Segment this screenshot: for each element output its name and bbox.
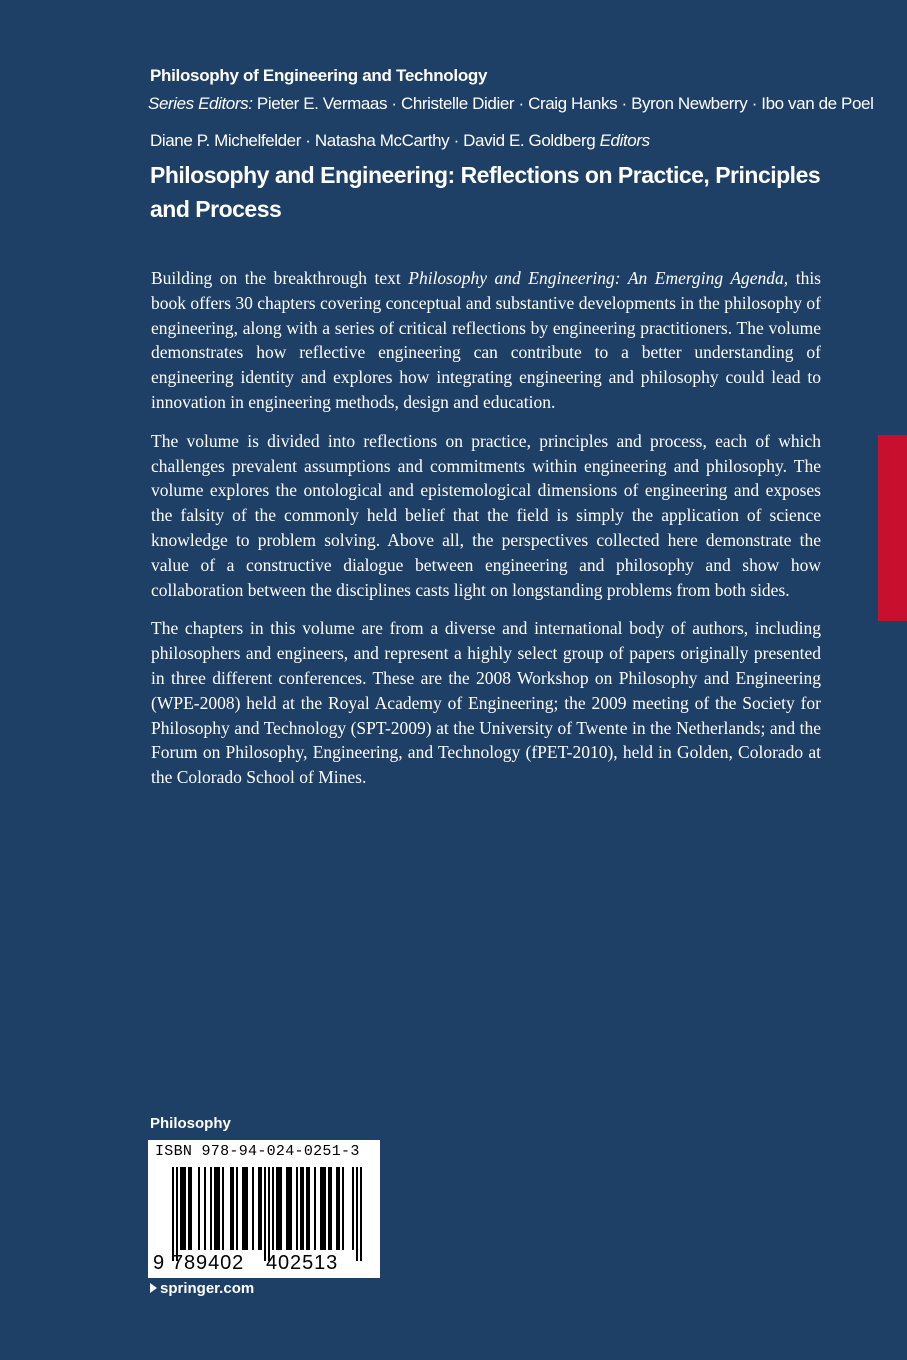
blurb-p1-lead: Building on the breakthrough text: [151, 268, 409, 288]
barcode-bar: [180, 1167, 182, 1250]
barcode-bar: [352, 1167, 354, 1250]
barcode-bar: [268, 1167, 270, 1261]
barcode-bar: [210, 1167, 212, 1250]
barcode-bar: [216, 1167, 218, 1250]
barcode-digit-first: 9: [153, 1252, 165, 1274]
barcode-bar: [290, 1167, 292, 1250]
publisher-url: springer.com: [160, 1280, 255, 1297]
book-editors-label: Editors: [599, 131, 650, 150]
isbn-label: ISBN 978-94-024-0251-3: [155, 1143, 360, 1160]
barcode-bar: [264, 1167, 266, 1261]
barcode-bar: [218, 1167, 220, 1250]
barcode-bar: [258, 1167, 260, 1250]
barcode-bar: [306, 1167, 308, 1250]
barcode-bar: [198, 1167, 200, 1250]
barcode-bar: [272, 1167, 274, 1250]
book-title: Philosophy and Engineering: Reflections on Practice, Principles and Process: [150, 162, 821, 222]
barcode-bar: [204, 1167, 206, 1250]
barcode-bar: [308, 1167, 310, 1250]
barcode-bar: [214, 1167, 216, 1250]
barcode-bar: [300, 1167, 302, 1250]
barcode-bar: [330, 1167, 332, 1250]
barcode-bar: [324, 1167, 326, 1250]
barcode-bar: [252, 1167, 254, 1250]
barcode-bar: [296, 1167, 298, 1250]
barcode-bar: [322, 1167, 324, 1250]
barcode-bar: [278, 1167, 280, 1250]
book-blurb: [151, 266, 821, 804]
barcode-bar: [280, 1167, 282, 1250]
barcode-digits-right: 402513: [266, 1252, 339, 1274]
barcode-bar: [236, 1167, 238, 1250]
publisher-link[interactable]: [150, 1280, 254, 1297]
barcode-bar: [302, 1167, 304, 1250]
series-title: Philosophy of Engineering and Technology: [150, 66, 488, 85]
barcode-bar: [260, 1167, 262, 1250]
blurb-paragraph-3: The chapters in this volume are from a diverse and international body of authors, including philosophers and engineers, and represent a highly select group of papers originally presented in three different conferences. These are the 2008 Workshop on Philosophy and Engineering (WPE-2008) held at the Royal Academy of Engineering; the 2009 meeting of the Society for Philosophy and Technology (SPT-2009) at the University of Twente in the Netherlands; and the Forum on Philosophy, Engineering, and Technology (fPET-2010), held in Golden, Colorado at the Colorado School of Mines.: [151, 618, 821, 788]
barcode-digits-left: 789402: [172, 1252, 245, 1274]
barcode-bar: [244, 1167, 246, 1250]
arrow-right-icon: [150, 1283, 157, 1293]
barcode-bar: [338, 1167, 340, 1250]
barcode-bar: [356, 1167, 358, 1261]
barcode-bar: [188, 1167, 190, 1250]
book-editors-names: Diane P. Michelfelder · Natasha McCarthy · David E. Goldberg: [150, 131, 596, 150]
barcode-bar: [314, 1167, 316, 1250]
barcode-bar: [172, 1167, 174, 1261]
barcode-bar: [242, 1167, 244, 1250]
barcode-bar: [360, 1167, 362, 1261]
barcode-bar: [182, 1167, 184, 1250]
barcode-bar: [336, 1167, 338, 1250]
barcode-bar: [286, 1167, 288, 1250]
barcode-bar: [328, 1167, 330, 1250]
series-editors-line: [148, 94, 873, 114]
blurb-paragraph-1: [151, 266, 821, 415]
barcode-bar: [276, 1167, 278, 1250]
blurb-p1-italic-title: Philosophy and Engineering: An Emerging Agenda,: [408, 268, 789, 288]
blurb-p1-rest: this book offers 30 chapters covering conceptual and substantive developments in the philosophy of engineering, along with a series of critical reflections by engineering practitioners. The volume demonstrates how reflective engineering can contribute to a better understanding of engineering identity and explores how integrating engineering and philosophy could lead to innovation in engineering methods, design and education.: [151, 268, 821, 412]
barcode-bar: [190, 1167, 192, 1250]
barcode-bar: [222, 1167, 224, 1250]
barcode-bar: [320, 1167, 322, 1250]
series-editors-names: Pieter E. Vermaas · Christelle Didier · Craig Hanks · Byron Newberry · Ibo van de Poel: [256, 94, 874, 113]
isbn-barcode: [148, 1140, 380, 1278]
series-editors-label: Series Editors:: [148, 94, 253, 113]
red-edge-tab: [878, 435, 907, 621]
book-editors-line: [150, 131, 650, 151]
barcode-bar: [246, 1167, 248, 1250]
category-label: Philosophy: [150, 1115, 231, 1132]
blurb-paragraph-2: The volume is divided into reflections on practice, principles and process, each of which challenges prevalent assumptions and commitments within engineering and philosophy. The volume explores the ontological and epistemological dimensions of engineering and exposes the falsity of the commonly held belief that the field is simply the application of science knowledge to problem solving. Above all, the perspectives collected here demonstrate the value of a constructive dialogue between engineering and philosophy and show how collaboration between the disciplines casts light on longstanding problems from both sides.: [151, 430, 821, 600]
barcode-bar: [230, 1167, 232, 1250]
barcode-bar: [184, 1167, 186, 1250]
barcode-bar: [232, 1167, 234, 1250]
barcode-bar: [342, 1167, 344, 1250]
barcode-bar: [176, 1167, 178, 1261]
barcode-bar: [288, 1167, 290, 1250]
